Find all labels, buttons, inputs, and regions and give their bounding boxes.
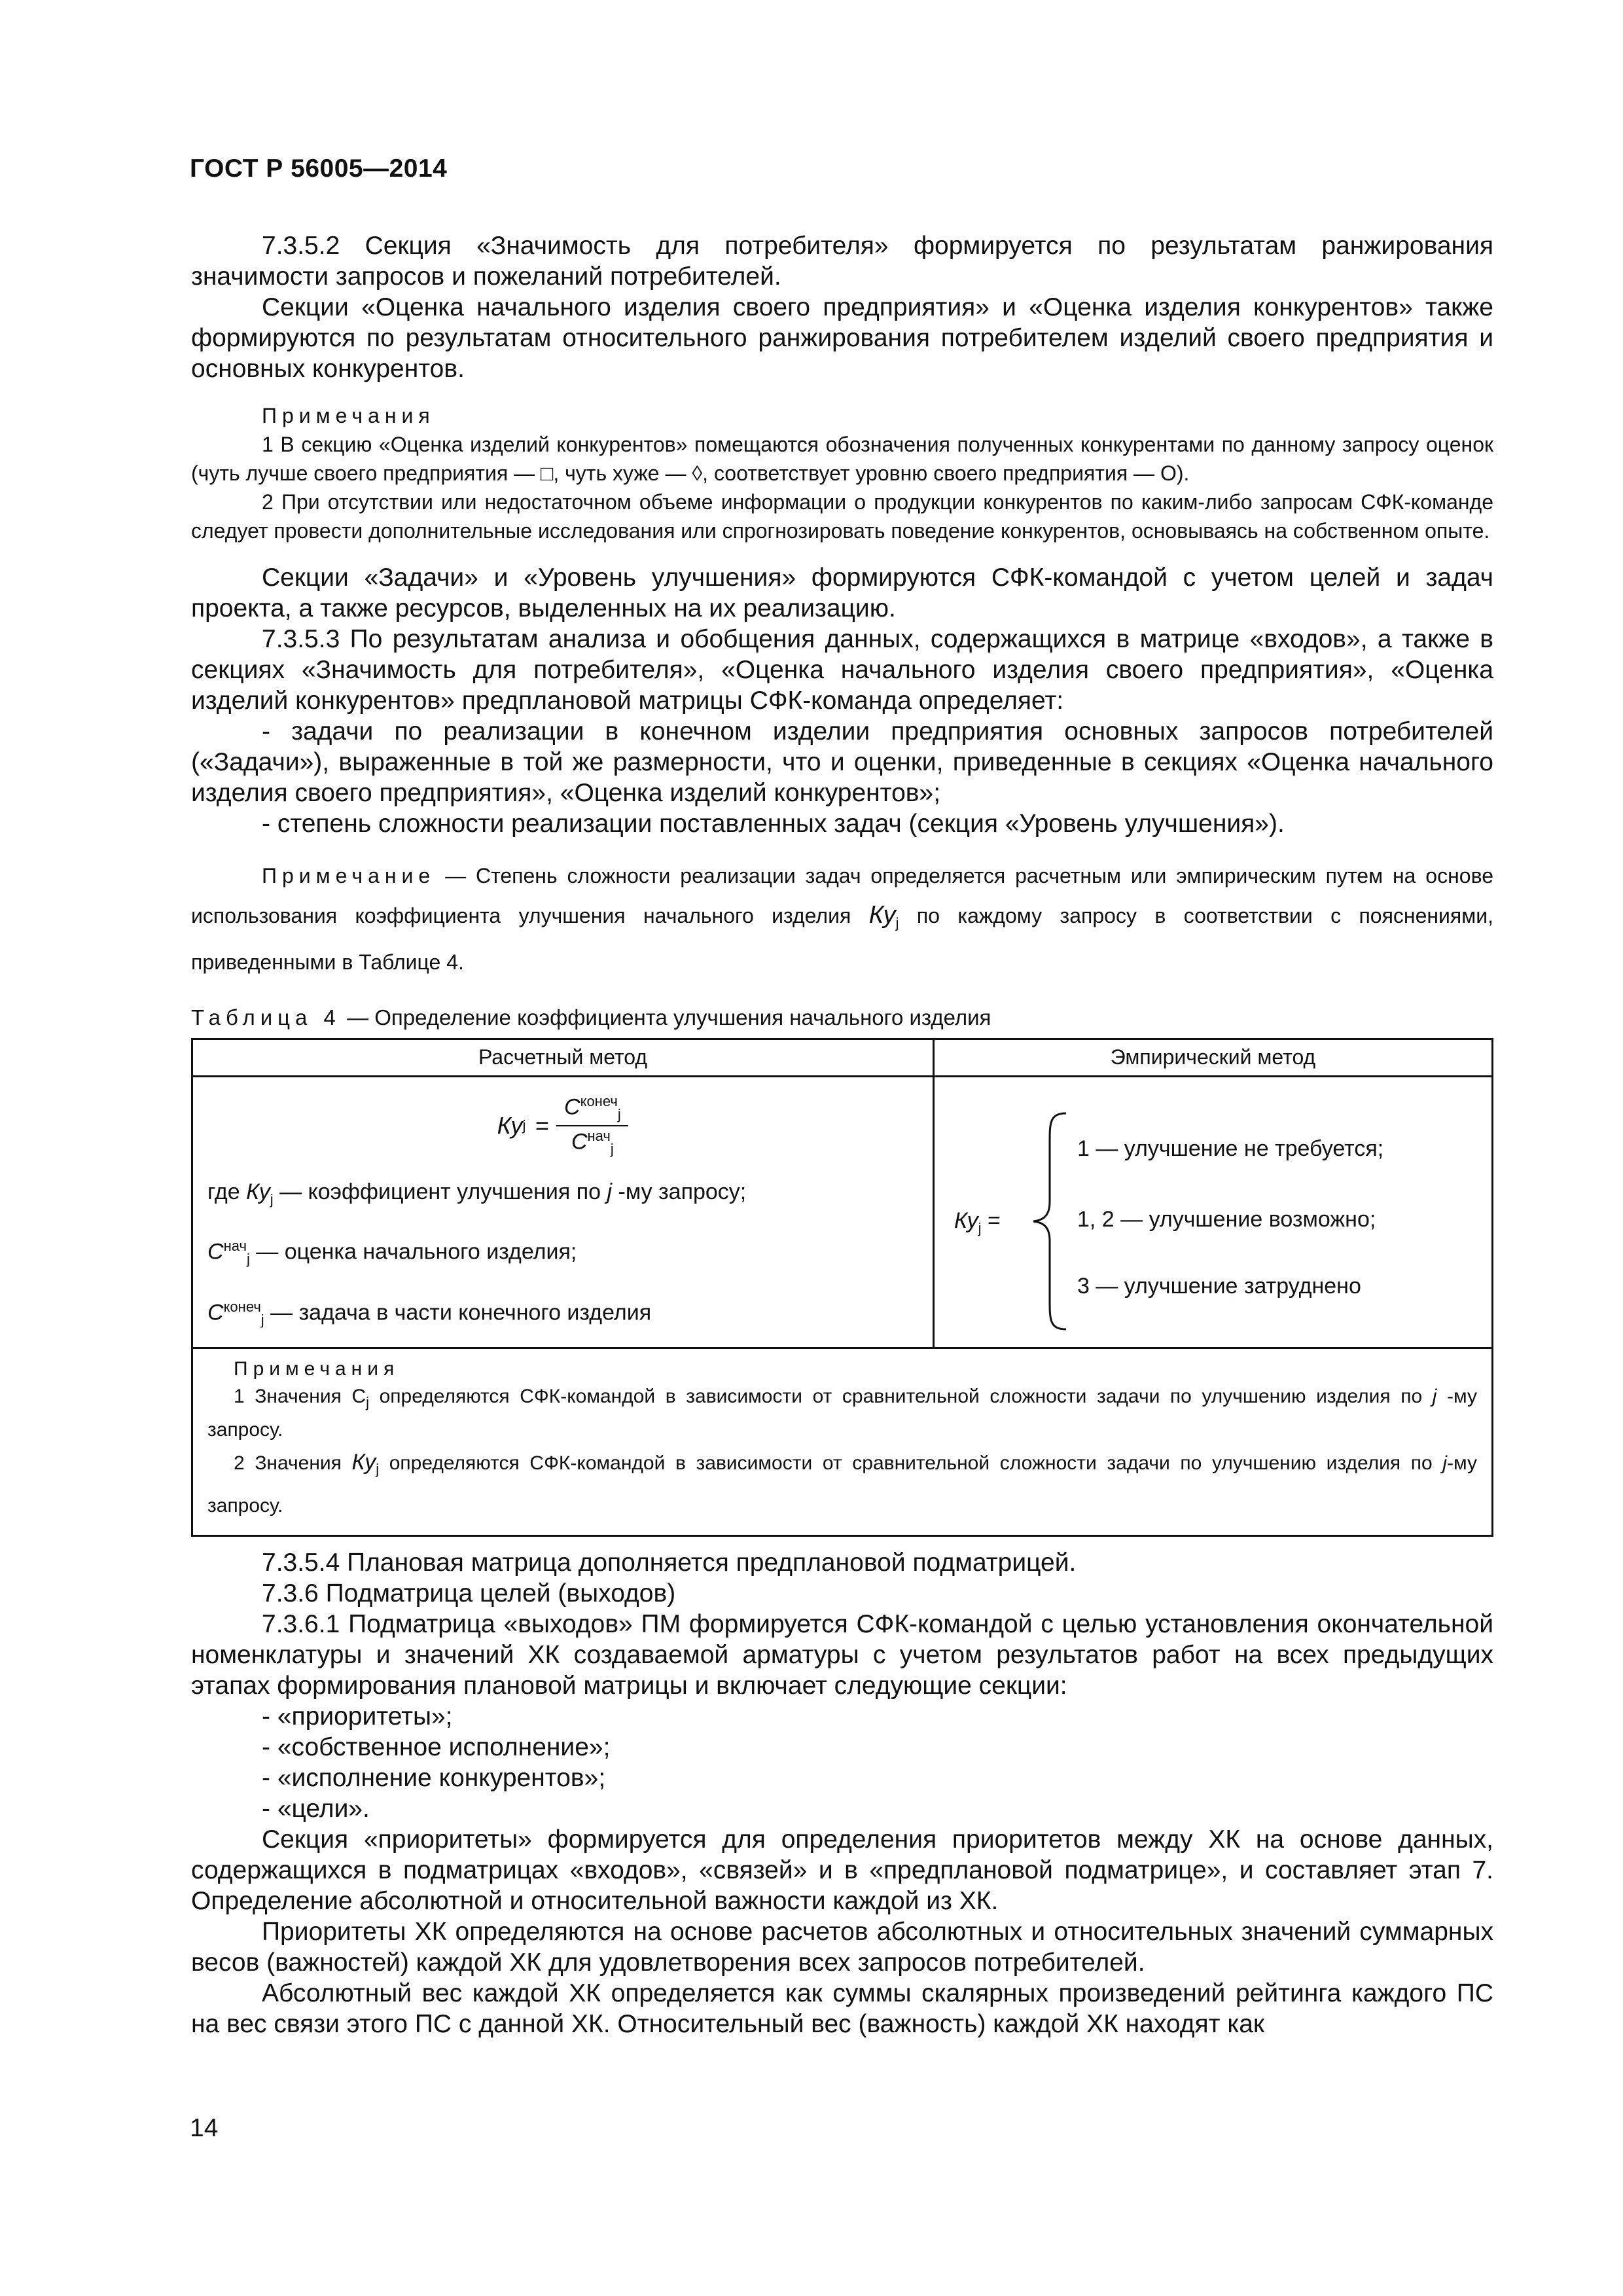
document-body: [191, 230, 1493, 2039]
heading-7-3-6: 7.3.6 Подматрица целей (выходов): [262, 1579, 676, 1608]
empirical-method-cell: [934, 1077, 1493, 1348]
bullet-tasks: - задачи по реализации в конечном изделии предприятия основных запросов потребителей («Задачи»), выраженные в той же размерности, что и оценки, приведенные в секциях «Оценка начального изделия своего предприятия», «Оценка изделий конкурентов»;: [191, 717, 1493, 807]
definition-ky: [207, 1176, 918, 1215]
table-header-row: [192, 1039, 1493, 1077]
formula-lhs-sub: j: [522, 1117, 526, 1134]
table-note-1: [207, 1383, 1477, 1444]
note-text-after: по каждому запросу в соответствии с пояснениями, приведенными в Таблице 4.: [191, 904, 1494, 975]
table-notes-heading-text: Примечания: [234, 1358, 400, 1380]
emp-ky-sub: j: [978, 1220, 982, 1237]
note-ky-symbol: Ку: [868, 901, 896, 929]
note-heading: Примечание: [262, 864, 436, 888]
def3-sub: j: [260, 1311, 264, 1328]
paragraph-7-3-5-2: 7.3.5.2 Секция «Значимость для потребителя» формируется по результатам ранжирования значимости запросов и пожеланий потребителей.: [191, 232, 1493, 291]
def2-c: C: [207, 1239, 224, 1265]
emp-ky: Ку: [954, 1208, 978, 1234]
list-item-competitors-execution: - «исполнение конкурентов»;: [262, 1764, 606, 1793]
note-2-insufficient-info: 2 При отсутствии или недостаточном объеме информации о продукции конкурентов по каким-либо запросам СФК-команде следует провести дополнительные исследования или спрогнозировать поведение конкурентов, основываясь на собственном опыте.: [191, 490, 1493, 543]
column-header-calc-method: Расчетный метод: [192, 1039, 934, 1077]
table-note1-prefix: 1 Значения C: [234, 1386, 366, 1408]
denominator-sup: нач: [587, 1127, 611, 1144]
numerator-sup: конеч: [580, 1093, 618, 1110]
calc-method-cell: [192, 1077, 934, 1348]
paragraph-tasks-sections: Секции «Задачи» и «Уровень улучшения» формируются СФК-командой с учетом целей и задач проекта, а также ресурсов, выделенных на их реализацию.: [191, 564, 1493, 622]
table-caption-text: — Определение коэффициента улучшения начального изделия: [340, 1005, 991, 1030]
table-note2-middle: определяются СФК-командой в зависимости от сравнительной сложности задачи по улучшению изделия по: [379, 1452, 1443, 1475]
paragraph-priorities-determination: Приоритеты ХК определяются на основе расчетов абсолютных и относительных значений суммарных весов (важностей) каждой ХК для удовлетворения всех запросов потребителей.: [191, 1918, 1493, 1977]
numerator-c: C: [564, 1094, 580, 1120]
paragraph-sections-evaluation: Секции «Оценка начального изделия своего предприятия» и «Оценка изделия конкурентов» также формируются по результатам относительного ранжирования потребителем изделий своего предприятия и основных конкурентов.: [191, 293, 1493, 383]
table-note2-ky: Ку: [351, 1450, 376, 1475]
emp-equals: =: [981, 1208, 1001, 1234]
def1-suffix: -му запросу;: [612, 1179, 747, 1204]
paragraph-priority-section: Секция «приоритеты» формируется для определения приоритетов между ХК на основе данных, содержащихся в подматрицах «входов», «связей» и в «предплановой подматрице», и составляет этап 7. Определение абсолютной и относительной важности каждой из ХК.: [191, 1825, 1493, 1916]
note-ky-subscript: j: [895, 914, 899, 931]
bullet-improvement-level: - степень сложности реализации поставленных задач (секция «Уровень улучшения»).: [262, 810, 1285, 838]
paragraph-7-3-6-1: 7.3.6.1 Подматрица «выходов» ПМ формируется СФК-командой с целью установления окончательной номенклатуры и значений ХК создаваемой арматуры с учетом результатов работ на всех предыдущих этапах формирования плановой матрицы и включает следующие секции:: [191, 1610, 1493, 1700]
table-notes-heading: [207, 1355, 1477, 1383]
def1-prefix: где: [207, 1179, 247, 1204]
standard-header-title: ГОСТ Р 56005—2014: [190, 154, 448, 183]
page-number: 14: [190, 2114, 219, 2142]
empirical-ky-label: [954, 1208, 1001, 1237]
ky-formula: [207, 1093, 918, 1157]
formula-denominator: [567, 1128, 618, 1158]
table-note-2: [207, 1444, 1477, 1524]
notes-heading: [191, 401, 1493, 430]
table-note2-j: j: [1442, 1452, 1448, 1475]
table-notes-cell: [192, 1348, 1493, 1536]
table-note2-prefix: 2 Значения: [234, 1452, 352, 1475]
table-body-row: [192, 1077, 1493, 1348]
definition-c-final: [207, 1291, 918, 1336]
table-note1-suffix: -му запросу.: [207, 1386, 1477, 1441]
empirical-item-1: 1 — улучшение не требуется;: [1077, 1136, 1384, 1162]
table-caption-label: Таблица 4: [191, 1005, 341, 1030]
table-note1-j: j: [1432, 1386, 1437, 1408]
paragraph-absolute-weight: Абсолютный вес каждой ХК определяется как суммы скалярных произведений рейтинга каждого ПС на вес связи этого ПС с данной ХК. Относительный вес (важность) каждой ХК находят как: [191, 1979, 1493, 2039]
list-item-priorities: - «приоритеты»;: [262, 1702, 453, 1731]
list-item-own-execution: - «собственное исполнение»;: [262, 1733, 611, 1762]
def1-middle: — коэффициент улучшения по: [273, 1179, 607, 1204]
note-1-competitors-marks: 1 В секцию «Оценка изделий конкурентов» помещаются обозначения полученных конкурентами по данному запросу оценок (чуть лучше своего предприятия — □, чуть хуже — ◊, соответствует уровню своего предприятия — O).: [191, 433, 1493, 485]
empirical-item-3: 3 — улучшение затруднено: [1077, 1274, 1361, 1299]
column-header-empirical-method: Эмпирический метод: [934, 1039, 1493, 1077]
def2-sub: j: [246, 1251, 250, 1268]
definition-c-initial: [207, 1230, 918, 1275]
def3-c: C: [207, 1299, 224, 1325]
formula-equals: =: [535, 1111, 549, 1139]
paragraph-7-3-5-4: 7.3.5.4 Плановая матрица дополняется предплановой подматрицей.: [262, 1549, 1077, 1577]
table-note2-ky-sub: j: [376, 1461, 380, 1478]
paragraph-7-3-5-3: 7.3.5.3 По результатам анализа и обобщения данных, содержащихся в матрице «входов», а также в секциях «Значимость для потребителя», «Оценка начального изделия своего предприятия», «Оценка изделий конкурентов» предплановой матрицы СФК-команда определяет:: [191, 625, 1493, 715]
def3-text: — задача в части конечного изделия: [264, 1299, 652, 1325]
denominator-c: C: [571, 1128, 588, 1154]
notes-heading-text: Примечания: [262, 404, 435, 427]
numerator-sub: j: [617, 1106, 621, 1123]
table-4: [191, 1038, 1493, 1537]
table-note2-suffix: -му запросу.: [207, 1452, 1477, 1517]
def3-sup: конеч: [223, 1298, 261, 1315]
def1-ky: Ку: [246, 1179, 270, 1204]
table-4-caption: [191, 1005, 1493, 1030]
empirical-definition: [954, 1110, 1530, 1333]
denominator-sub: j: [610, 1140, 614, 1157]
formula-lhs: Ку: [497, 1111, 523, 1139]
note-text-before: — Степень сложности реализации задач определяется расчетным или эмпирическим путем на основе использования коэффициента улучшения начального изделия: [191, 864, 1493, 927]
formula-fraction: [556, 1093, 628, 1157]
table-note1-sub: j: [366, 1394, 370, 1411]
list-item-goals: - «цели».: [262, 1795, 370, 1823]
curly-brace-icon: [1030, 1110, 1069, 1333]
fraction-bar: [556, 1125, 628, 1126]
table-note1-middle: определяются СФК-командой в зависимости от сравнительной сложности задачи по улучшению изделия по: [369, 1386, 1433, 1408]
def2-sup: нач: [223, 1238, 247, 1255]
table-notes-row: [192, 1348, 1493, 1536]
note-improvement-coefficient: [191, 856, 1493, 982]
formula-numerator: [560, 1093, 625, 1123]
def2-text: — оценка начального изделия;: [249, 1239, 577, 1265]
def1-j: j: [607, 1179, 613, 1204]
def1-ky-sub: j: [270, 1191, 274, 1208]
empirical-item-2: 1, 2 — улучшение возможно;: [1077, 1207, 1376, 1232]
